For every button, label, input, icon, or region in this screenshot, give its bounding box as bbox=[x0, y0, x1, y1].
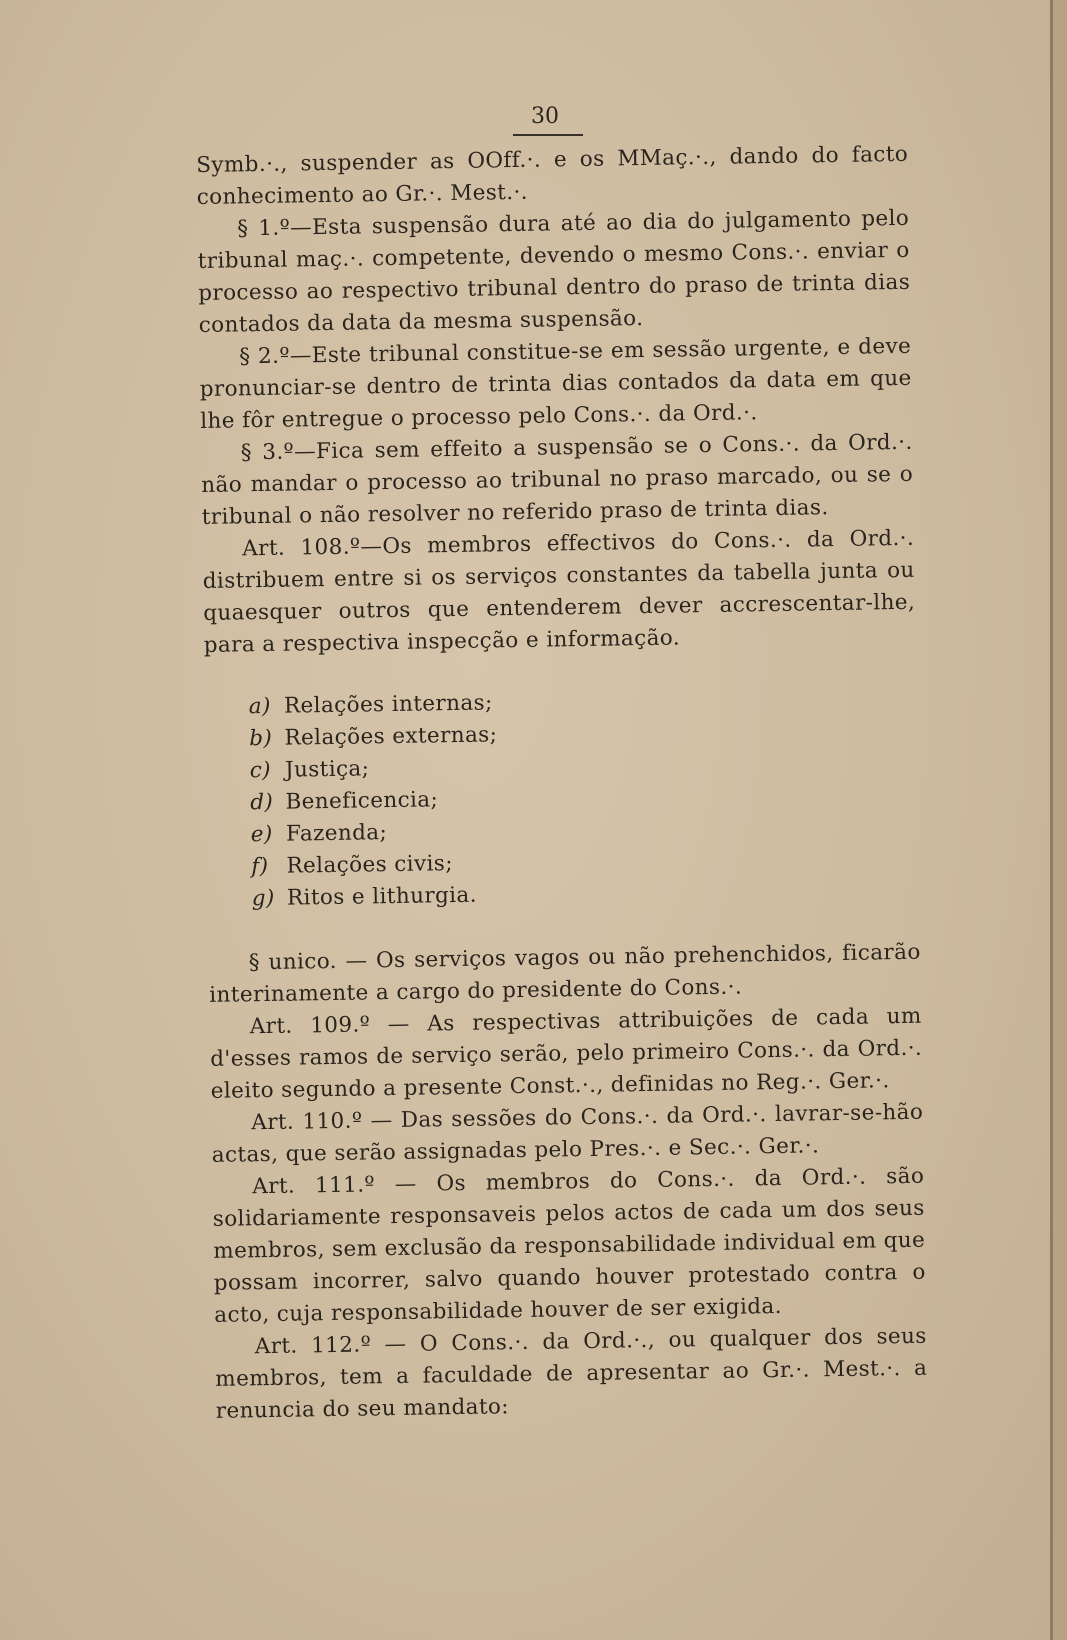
paragraph: Art. 108.º—Os membros effectivos do Cons.·. da Ord.·. distribuem entre si os serviços constantes da tabella junta ou quaesquer outros que entenderem dever accrescentar-lhe, para a respectiva inspecção e informação. bbox=[202, 525, 916, 658]
list-item-mark: a) bbox=[248, 693, 271, 720]
list-item-mark: c) bbox=[249, 757, 272, 784]
service-list bbox=[249, 681, 920, 915]
page-edge bbox=[1050, 0, 1053, 1640]
page-body bbox=[196, 139, 928, 1428]
list-item-text: Ritos e lithurgia. bbox=[286, 882, 478, 911]
list-item-text: Beneficencia; bbox=[285, 787, 439, 815]
list-item-mark: g) bbox=[251, 885, 275, 912]
list-item-mark: d) bbox=[250, 789, 274, 816]
paragraph: § 1.º—Esta suspensão dura até ao dia do julgamento pelo tribunal maç.·. competente, devendo o mesmo Cons.·. enviar o processo ao respectivo tribunal dentro do praso de trinta dias contados da data da mesma suspensão. bbox=[197, 205, 911, 338]
list-item-mark: b) bbox=[249, 725, 273, 752]
paragraph: § 3.º—Fica sem effeito a suspensão se o Cons.·. da Ord.·. não mandar o processo ao tribunal no praso marcado, ou se o tribunal o não resolver no referido praso de trinta dias. bbox=[201, 429, 914, 530]
list-item-mark: e) bbox=[250, 821, 273, 848]
list-item-text: Relações civis; bbox=[286, 851, 454, 879]
paragraph: Art. 111.º — Os membros do Cons.·. da Ord.·. são solidariamente responsaveis pelos actos de cada um dos seus membros, sem exclusão da responsabilidade individual em que possam incorrer, salvo quando houver protestado contra o acto, cuja responsabilidade houver de ser exigida. bbox=[212, 1163, 926, 1328]
paragraph: Symb.·., suspender as OOff.·. e os MMaç.·., dando do facto conhecimento ao Gr.·. Mest.·. bbox=[196, 141, 909, 210]
list-item-text: Fazenda; bbox=[285, 820, 388, 847]
page-number: 30 bbox=[531, 104, 559, 129]
paragraph: § unico. — Os serviços vagos ou não prehenchidos, ficarão interinamente a cargo do presidente do Cons.·. bbox=[209, 939, 921, 1008]
page-number-rule bbox=[513, 134, 583, 136]
list-item-text: Justiça; bbox=[284, 756, 370, 783]
paragraph: Art. 110.º — Das sessões do Cons.·. da Ord.·. lavrar-se-hão actas, que serão assignadas pelo Pres.·. e Sec.·. Ger.·. bbox=[211, 1099, 924, 1168]
paragraph: § 2.º—Este tribunal constitue-se em sessão urgente, e deve pronunciar-se dentro de trinta dias contados da data em que lhe fôr entregue o processo pelo Cons.·. da Ord.·. bbox=[199, 333, 912, 434]
paragraph: Art. 109.º — As respectivas attribuições de cada um d'esses ramos de serviço serão, pelo primeiro Cons.·. da Ord.·. eleito segundo a presente Const.·., definidas no Reg.·. Ger.·. bbox=[210, 1003, 923, 1104]
list-item-text: Relações internas; bbox=[283, 690, 493, 719]
list-item-mark: f) bbox=[251, 853, 269, 880]
list-item-text: Relações externas; bbox=[284, 722, 498, 751]
paragraph: Art. 112.º — O Cons.·. da Ord.·., ou qualquer dos seus membros, tem a faculdade de apresentar ao Gr.·. Mest.·. a renuncia do seu mandato: bbox=[215, 1323, 928, 1424]
